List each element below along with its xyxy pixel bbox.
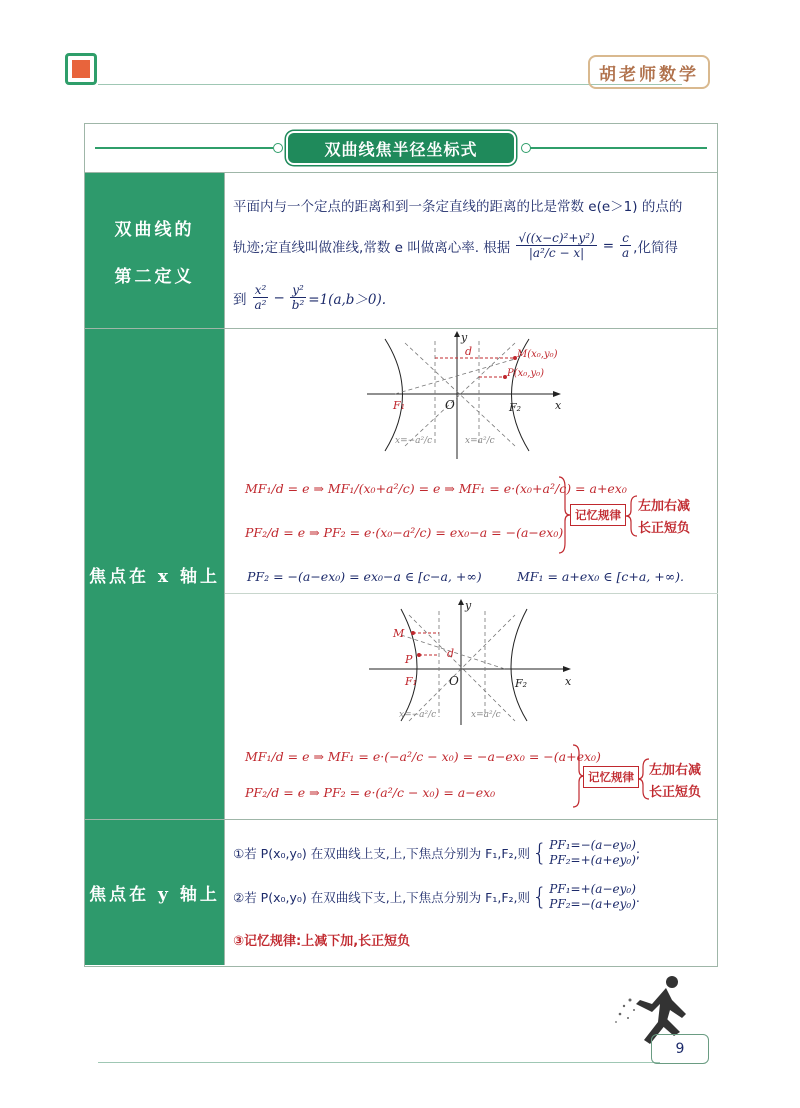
- title-line-right: [530, 147, 707, 149]
- definition-text: ,化简得: [633, 239, 678, 256]
- content-table: [84, 123, 718, 967]
- directrix-right-label: x=a²/c: [471, 710, 501, 720]
- fraction-numerator: √((x−c)²+y²): [518, 231, 595, 245]
- case-line: PF₁=+(a−ey₀): [549, 882, 636, 896]
- item-punctuation: ;: [635, 845, 641, 861]
- fraction-numerator: y²: [292, 283, 304, 297]
- distance-d-label: d: [447, 647, 455, 660]
- directrix-left-label: x=−a²/c: [399, 710, 437, 720]
- focus-f1-label: F₁: [393, 399, 406, 412]
- case-list: [549, 882, 636, 912]
- page-title: 双曲线焦半径坐标式: [288, 133, 514, 163]
- case-list: [549, 838, 636, 868]
- definition-text: 轨迹;定直线叫做准线,常数 e 叫做离心率. 根据: [233, 239, 511, 256]
- equation-mf1-second: MF₁/d = e ⇒ MF₁ = e·(−a²/c − x₀) = −a−ex₀ = −(a+ex₀): [245, 749, 601, 764]
- definition-text: 到: [233, 291, 247, 308]
- focus-f2-label: F₂: [509, 401, 522, 414]
- summary-pf2-range: PF₂ = −(a−ex₀) = ex₀−a ∈ [c−a, +∞): [247, 569, 482, 584]
- equation-pf2-second: PF₂/d = e ⇒ PF₂ = e·(a²/c − x₀) = a−ex₀: [245, 785, 496, 800]
- label-line: 双曲线的: [114, 219, 195, 240]
- case-line: PF₂=−(a+ey₀): [549, 897, 636, 911]
- item-punctuation: .: [635, 889, 640, 905]
- fraction-denominator: a: [622, 246, 630, 260]
- brace-left-icon: [625, 494, 639, 538]
- y-axis-item-1: [233, 838, 640, 868]
- memo-label: 记忆规律: [570, 504, 626, 526]
- y-axis-content: [224, 820, 718, 965]
- corner-logo-square: [65, 53, 97, 85]
- inner-divider: [225, 593, 718, 594]
- axis-label-y: y: [465, 599, 472, 612]
- memo-rule-line-2: 长正短负: [649, 785, 702, 800]
- point-m-label: M: [393, 627, 405, 640]
- memo-rule-line-1: 左加右减: [638, 499, 691, 514]
- distance-d-label: d: [465, 345, 473, 358]
- equation-mf1-left: MF₁/d = e ⇒ MF₁/(x₀+a²/c) = e ⇒ MF₁ = e·(x₀+a²/c) = a+ex₀: [245, 481, 627, 496]
- brand-label: 胡老师数学: [588, 55, 710, 89]
- y-axis-memo: ③记忆规律:上减下加,长正短负: [233, 934, 411, 949]
- brace-left-icon: {: [532, 839, 548, 867]
- hyperbola-left-branch: [385, 339, 406, 451]
- hyperbola-figure-2: [365, 597, 575, 727]
- label-line: 焦点在 y 轴上: [89, 885, 220, 905]
- fraction-denominator: a²: [254, 298, 267, 312]
- brace-right-icon: [557, 475, 571, 555]
- label-line: 第二定义: [114, 266, 195, 287]
- point-p-label: P(x₀,y₀): [507, 368, 545, 379]
- title-dot-left: [273, 143, 283, 153]
- definition-line-3: [233, 283, 386, 312]
- axis-label-x: x: [565, 675, 572, 688]
- memo-label: 记忆规律: [583, 766, 639, 788]
- directrix-right-label: x=a²/c: [465, 436, 495, 446]
- label-x-axis: [85, 329, 224, 819]
- fraction-denominator: b²: [291, 298, 305, 312]
- focus-f2-label: F₂: [515, 677, 528, 690]
- x-squared-fraction: [253, 283, 269, 312]
- ratio-c-over-a: [620, 231, 631, 260]
- hyperbola-figure-1: [365, 331, 565, 461]
- title-row: [85, 124, 717, 173]
- page-number: 9: [651, 1034, 709, 1064]
- x-axis-content: [224, 329, 718, 819]
- memo-rule-line-1: 左加右减: [649, 763, 702, 778]
- label-y-axis: [85, 820, 224, 965]
- title-line-left: [95, 147, 273, 149]
- definition-line-2: [233, 231, 678, 260]
- minus-sign: −: [273, 289, 285, 306]
- origin-label: O: [449, 674, 459, 688]
- item-text: ②若 P(x₀,y₀) 在双曲线下支,上,下焦点分别为 F₁,F₂,则: [233, 890, 531, 905]
- fraction-numerator: x²: [254, 283, 267, 297]
- definition-content: [224, 173, 718, 328]
- y-squared-fraction: [290, 283, 307, 312]
- footer-rule: [98, 1062, 660, 1063]
- brace-left-icon: {: [532, 883, 548, 911]
- focus-f1-label: F₁: [405, 675, 418, 688]
- item-text: ①若 P(x₀,y₀) 在双曲线上支,上,下焦点分别为 F₁,F₂,则: [233, 846, 531, 861]
- label-line: 焦点在 x 轴上: [89, 566, 220, 587]
- y-axis-item-2: [233, 882, 640, 912]
- case-line: PF₂=+(a+ey₀): [549, 853, 636, 867]
- point-m-label: M(x₀,y₀): [517, 349, 558, 360]
- memo-rule-line-2: 长正短负: [638, 521, 691, 536]
- point-p-label: P: [405, 653, 413, 666]
- case-line: PF₁=−(a−ey₀): [549, 838, 636, 852]
- origin-label: O: [445, 398, 455, 412]
- ratio-fraction: [516, 231, 596, 260]
- fraction-denominator: |a²/c − x|: [528, 246, 585, 260]
- axis-label-y: y: [461, 331, 468, 344]
- directrix-left-label: x=−a²/c: [395, 436, 433, 446]
- equation-pf2-right: PF₂/d = e ⇒ PF₂ = e·(x₀−a²/c) = ex₀−a = −(a−ex₀): [245, 525, 564, 540]
- axis-label-x: x: [555, 399, 562, 412]
- fraction-numerator: c: [622, 231, 629, 245]
- summary-mf1-range: MF₁ = a+ex₀ ∈ [c+a, +∞).: [517, 569, 684, 584]
- definition-line-1: 平面内与一个定点的距离和到一条定直线的距离的比是常数 e(e＞1) 的点的: [233, 199, 683, 215]
- label-second-definition: [85, 173, 224, 328]
- equals-sign: =: [602, 237, 614, 254]
- definition-text: =1(a,b＞0).: [308, 291, 387, 308]
